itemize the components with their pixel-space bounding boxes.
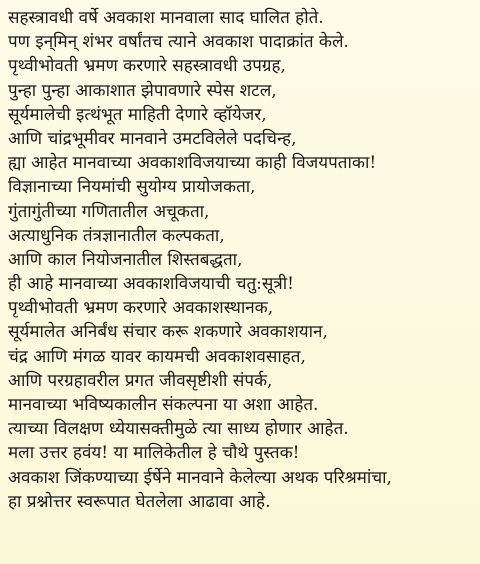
text-line: विज्ञानाच्या नियमांची सुयोग्य प्रायोजकता, (8, 177, 256, 198)
text-line: सूर्यमालेची इत्थंभूत माहिती देणारे व्हॉयेजर, (8, 104, 267, 125)
text-line: आणि परग्रहावरील प्रगत जीवसृष्टीशी संपर्क, (8, 370, 273, 391)
text-line: पण इन्‌मिन्‌ शंभर वर्षांतच त्याने अवकाश पादाक्रांत केले. (8, 32, 349, 53)
text-line: गुंतागुंतीच्या गणितातील अचूकता, (8, 201, 210, 222)
text-line: सूर्यमालेत अनिर्बंध संचार करू शकणारे अवकाशयान, (8, 322, 328, 343)
text-line: पृथ्वीभोवती भ्रमण करणारे सहस्त्रावधी उपग्रह, (8, 56, 286, 77)
text-line: हा प्रश्नोत्तर स्वरूपात घेतलेला आढावा आहे. (8, 491, 271, 512)
text-line: अवकाश जिंकण्याच्या ईर्षेने मानवाने केलेल्या अथक परिश्रमांचा, (8, 467, 392, 488)
text-line: पृथ्वीभोवती भ्रमण करणारे अवकाशस्थानक, (8, 298, 274, 319)
text-line: चंद्र आणि मंगळ यावर कायमची अवकाशवसाहत, (8, 346, 306, 367)
text-line: ही आहे मानवाच्या अवकाशविजयाची चतु:सूत्री! (8, 274, 295, 295)
text-line: त्याच्या विलक्षण ध्येयासक्तीमुळे त्या साध्य होणार आहेत. (8, 419, 349, 440)
poem-text-block (8, 6, 474, 514)
text-line: पुन्हा पुन्हा आकाशात झेपावणारे स्पेस शटल, (8, 80, 277, 101)
text-line: ह्या आहेत मानवाच्या अवकाशविजयाच्या काही विजयपताका! (8, 153, 377, 174)
text-line: मानवाच्या भविष्यकालीन संकल्पना या अशा आहेत. (8, 395, 319, 415)
text-line: अत्याधुनिक तंत्रज्ञानातील कल्पकता, (8, 225, 225, 246)
text-line: मला उत्तर हवंय! या मालिकेतील हे चौथे पुस्तक! (8, 443, 300, 464)
text-line: सहस्त्रावधी वर्षे अवकाश मानवाला साद घालित होते. (8, 8, 324, 28)
text-line: आणि काल नियोजनातील शिस्तबद्धता, (8, 249, 243, 270)
text-line: आणि चांद्रभूमीवर मानवाने उमटविलेले पदचिन्ह, (8, 128, 297, 149)
